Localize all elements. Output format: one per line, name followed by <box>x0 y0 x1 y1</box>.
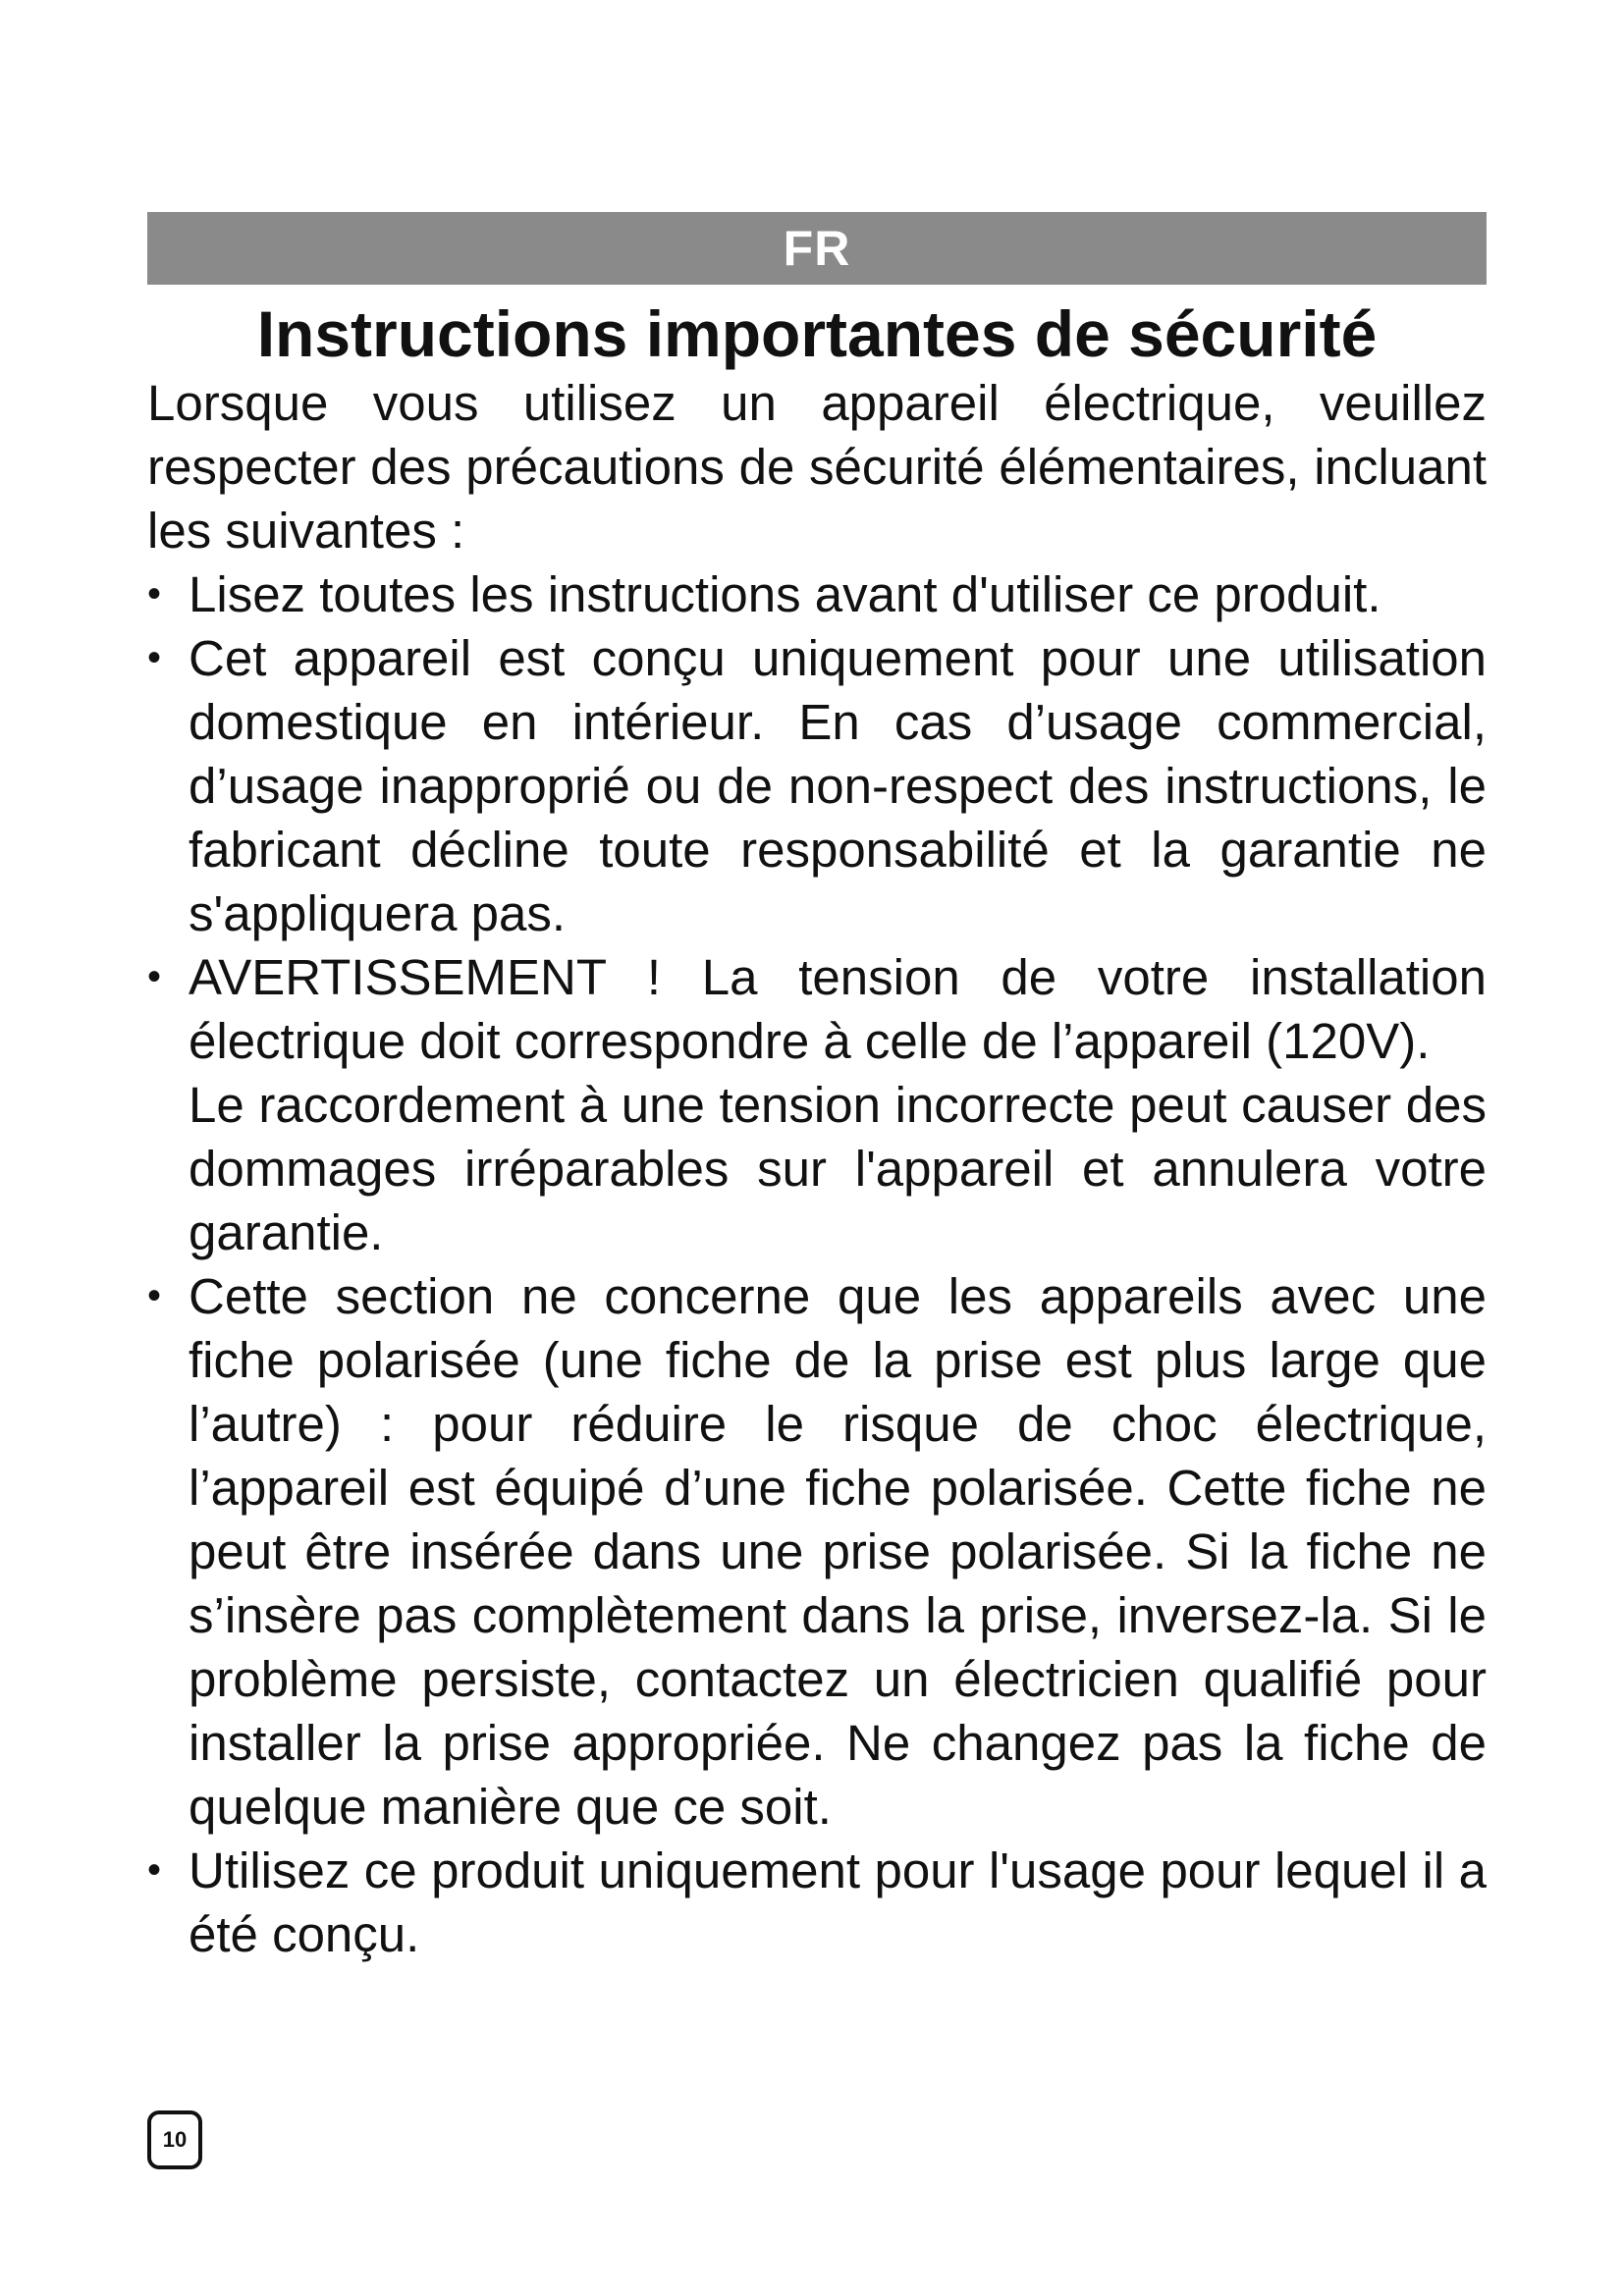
page-number: 10 <box>162 2127 188 2152</box>
safety-content <box>147 371 1487 1966</box>
bullet-item-intended-use <box>147 1839 1487 1966</box>
bullet-item-polarized-plug <box>147 1264 1487 1839</box>
language-header-bar <box>147 212 1487 285</box>
bullet-dot-icon: • <box>147 1274 162 1317</box>
bullet-dot-icon: • <box>147 636 162 679</box>
page-number-badge <box>147 2110 202 2169</box>
bullet-text: Cet appareil est conçu uniquement pour une utilisation domestique en intérieur. En cas d’usage commercial, d’usage inapproprié ou de non-respect des instructions, le fabricant décline toute responsabilité et la garantie ne s'appliquera pas. <box>189 630 1487 941</box>
bullet-item-voltage-warning <box>147 945 1487 1264</box>
bullet-text: AVERTISSEMENT ! La tension de votre installation électrique doit correspondre à celle de l’appareil (120V). <box>189 949 1487 1069</box>
bullet-item-read-instructions <box>147 562 1487 626</box>
bullet-text: Cette section ne concerne que les appareils avec une fiche polarisée (une fiche de la prise est plus large que l’autre) : pour réduire le risque de choc électrique, l’appareil est équipé d’une fiche polarisée. Cette fiche ne peut être insérée dans une prise polarisée. Si la fiche ne s’insère pas complètement dans la prise, inversez-la. Si le problème persiste, contactez un électricien qualifié pour installer la prise appropriée. Ne changez pas la fiche de quelque manière que ce soit. <box>189 1268 1487 1835</box>
bullet-dot-icon: • <box>147 572 162 615</box>
safety-bullet-list <box>147 562 1487 1966</box>
bullet-dot-icon: • <box>147 955 162 998</box>
page-title: Instructions importantes de sécurité <box>256 297 1378 370</box>
bullet-text-continued: Le raccordement à une tension incorrecte peut causer des dommages irréparables sur l'appareil et annulera votre garantie. <box>189 1077 1487 1260</box>
bullet-item-domestic-use <box>147 626 1487 945</box>
bullet-dot-icon: • <box>147 1848 162 1892</box>
bullet-text: Utilisez ce produit uniquement pour l'usage pour lequel il a été conçu. <box>189 1842 1487 1962</box>
language-label: FR <box>783 221 851 276</box>
bullet-text: Lisez toutes les instructions avant d'utiliser ce produit. <box>189 566 1381 622</box>
intro-paragraph: Lorsque vous utilisez un appareil électrique, veuillez respecter des précautions de sécurité élémentaires, incluant les suivantes : <box>147 375 1487 559</box>
